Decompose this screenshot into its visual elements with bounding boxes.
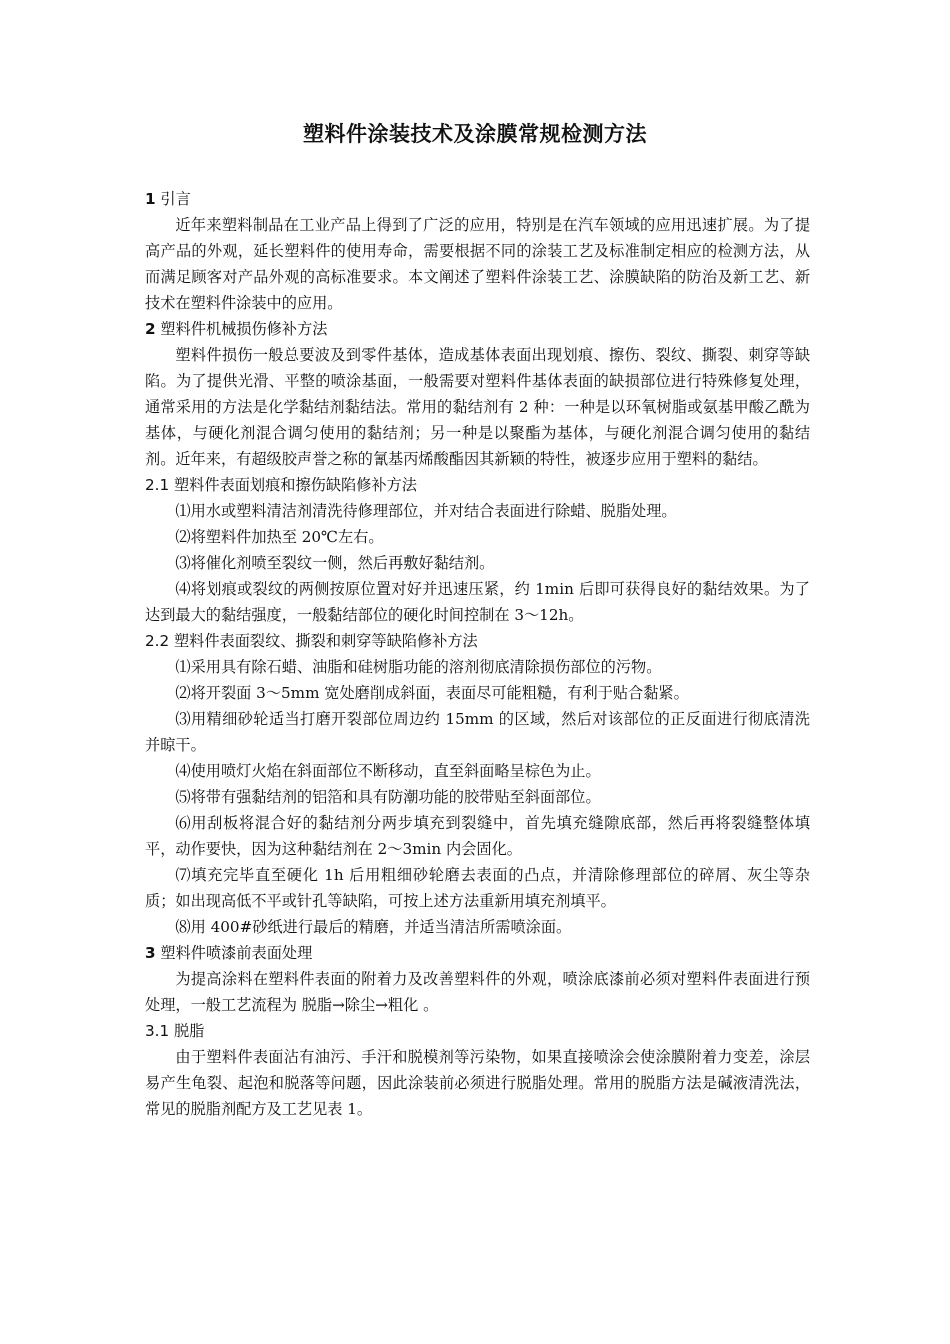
paragraph: 塑料件损伤一般总要波及到零件基体，造成基体表面出现划痕、擦伤、裂纹、撕裂、刺穿等缺陷。为了提供光滑、平整的喷涂基面，一般需要对塑料件基体表面的缺损部位进行特殊修复处理，通常采用的方法是化学黏结剂黏结法。常用的黏结剂有 2 种：一种是以环氧树脂或氨基甲酸乙酰为基体，与硬化剂混合调匀使用的黏结剂；另一种是以聚酯为基体，与硬化剂混合调匀使用的黏结剂。近年来，有超级胶声誉之称的氰基丙烯酸酯因其新颖的特性，被逐步应用于塑料的黏结。: [145, 346, 810, 468]
subsection-heading: [145, 628, 810, 654]
subsection-number: 2.1: [145, 476, 170, 494]
subsection-title: 塑料件表面裂纹、撕裂和刺穿等缺陷修补方法: [169, 632, 478, 650]
list-item: ⑵将开裂面 3～5mm 宽处磨削成斜面，表面尽可能粗糙，有利于贴合黏紧。: [175, 684, 689, 702]
section-number: 1: [145, 190, 156, 208]
subsection-heading: [145, 472, 810, 498]
list-item: ⑵将塑料件加热至 20℃左右。: [175, 528, 384, 546]
paragraph: 近年来塑料制品在工业产品上得到了广泛的应用，特别是在汽车领域的应用迅速扩展。为了提高产品的外观，延长塑料件的使用寿命，需要根据不同的涂装工艺及标准制定相应的检测方法，从而满足顾客对产品外观的高标准要求。本文阐述了塑料件涂装工艺、涂膜缺陷的防治及新工艺、新技术在塑料件涂装中的应用。: [145, 216, 810, 312]
section-heading: [145, 940, 810, 966]
list-item: ⑺填充完毕直至硬化 1h 后用粗细砂轮磨去表面的凸点，并清除修理部位的碎屑、灰尘等杂质；如出现高低不平或针孔等缺陷，可按上述方法重新用填充剂填平。: [145, 866, 810, 910]
list-item: ⑶将催化剂喷至裂纹一侧，然后再敷好黏结剂。: [175, 554, 495, 572]
subsection-number: 2.2: [145, 632, 170, 650]
list-item: ⑻用 400#砂纸进行最后的精磨，并适当清洁所需喷涂面。: [175, 918, 572, 936]
list-item: ⑸将带有强黏结剂的铝箔和具有防潮功能的胶带贴至斜面部位。: [175, 788, 601, 806]
list-item: ⑷将划痕或裂纹的两侧按原位置对好并迅速压紧，约 1min 后即可获得良好的黏结效果。为了达到最大的黏结强度，一般黏结部位的硬化时间控制在 3～12h。: [145, 580, 810, 624]
list-item: ⑴采用具有除石蜡、油脂和硅树脂功能的溶剂彻底清除损伤部位的污物。: [175, 658, 662, 676]
section-title: 塑料件机械损伤修补方法: [155, 320, 328, 338]
document-body: [145, 186, 810, 1122]
paragraph: 为提高涂料在塑料件表面的附着力及改善塑料件的外观，喷涂底漆前必须对塑料件表面进行预处理，一般工艺流程为 脱脂→除尘→粗化 。: [145, 970, 810, 1014]
document-title: 塑料件涂装技术及涂膜常规检测方法: [303, 122, 647, 146]
list-item: ⑴用水或塑料清洁剂清洗待修理部位，并对结合表面进行除蜡、脱脂处理。: [175, 502, 677, 520]
paragraph: 由于塑料件表面沾有油污、手汗和脱模剂等污染物，如果直接喷涂会使涂膜附着力变差，涂层易产生龟裂、起泡和脱落等问题，因此涂装前必须进行脱脂处理。常用的脱脂方法是碱液清洗法，常见的脱脂剂配方及工艺见表 1。: [145, 1048, 810, 1118]
section-number: 3: [145, 944, 156, 962]
subsection-number: 3.1: [145, 1022, 170, 1040]
section-heading: [145, 186, 810, 212]
section-number: 2: [145, 320, 156, 338]
subsection-title: 脱脂: [169, 1022, 205, 1040]
subsection-heading: [145, 1018, 810, 1044]
section-title: 塑料件喷漆前表面处理: [155, 944, 313, 962]
list-item: ⑹用刮板将混合好的黏结剂分两步填充到裂缝中，首先填充缝隙底部，然后再将裂缝整体填平，动作要快，因为这种黏结剂在 2～3min 内会固化。: [145, 814, 810, 858]
section-title: 引言: [155, 190, 191, 208]
subsection-title: 塑料件表面划痕和擦伤缺陷修补方法: [169, 476, 417, 494]
list-item: ⑶用精细砂轮适当打磨开裂部位周边约 15mm 的区域，然后对该部位的正反面进行彻底清洗并晾干。: [145, 710, 810, 754]
list-item: ⑷使用喷灯火焰在斜面部位不断移动，直至斜面略呈棕色为止。: [175, 762, 601, 780]
section-heading: [145, 316, 810, 342]
